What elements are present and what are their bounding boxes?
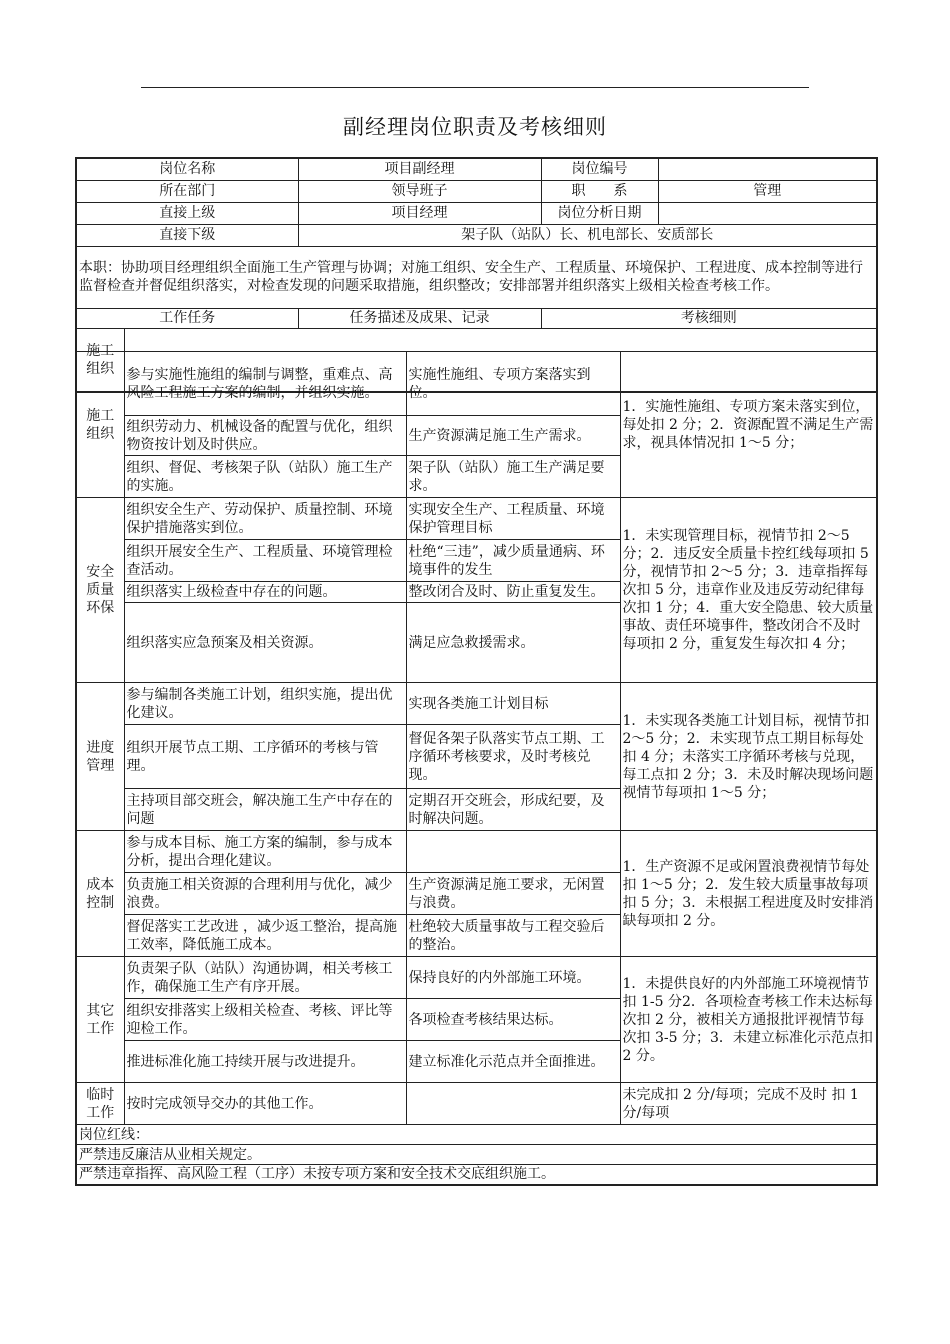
desc-cell: 定期召开交班会，形成纪要，及时解决问题。 [406, 789, 620, 831]
label-series: 职 系 [541, 180, 658, 202]
section-other: 其它 工作 [76, 957, 124, 1083]
table-row [76, 498, 877, 540]
desc-cell: 实现安全生产、工程质量、环境保护管理目标 [406, 498, 620, 540]
superior: 项目经理 [298, 202, 541, 224]
position-name: 项目副经理 [298, 158, 541, 180]
table-row [76, 1083, 877, 1125]
task-cell: 组织安全生产、劳动保护、质量控制、环境保护措施落实到位。 [124, 498, 406, 540]
section-construction: 施工 组织 [76, 352, 124, 498]
redline-label: 岗位红线： [76, 1125, 877, 1145]
task-cell: 推进标准化施工持续开展与改进提升。 [124, 1041, 406, 1083]
desc-cell: 保持良好的内外部施工环境。 [406, 957, 620, 999]
task-cell: 参与编制各类施工计划，组织实施，提出优化建议。 [124, 683, 406, 725]
subordinate: 架子队（站队）长、机电部长、安质部长 [298, 224, 877, 246]
task-cell: 按时完成领导交办的其他工作。 [124, 1083, 406, 1125]
header-assess: 考核细则 [541, 308, 877, 328]
table-row [76, 957, 877, 999]
section-name-construction: 施工 组织 [76, 328, 124, 392]
label-position-name: 岗位名称 [76, 158, 298, 180]
task-cell: 组织开展安全生产、工程质量、环境管理检查活动。 [124, 540, 406, 582]
redline-item: 严禁违章指挥、高风险工程（工序）未按专项方案和安全技术交底组织施工。 [76, 1165, 877, 1185]
label-subordinate: 直接下级 [76, 224, 298, 246]
info-row-dept [76, 180, 877, 202]
section-safety: 安全 质量 环保 [76, 498, 124, 683]
responsibility-table [75, 351, 878, 1186]
task-cell: 负责架子队（站队）沟通协调，相关考核工作，确保施工生产有序开展。 [124, 957, 406, 999]
label-analysis-date: 岗位分析日期 [541, 202, 658, 224]
redline-row [76, 1165, 877, 1185]
column-header-row [76, 308, 877, 328]
desc-cell: 各项检查考核结果达标。 [406, 999, 620, 1041]
task-cell: 参与成本目标、施工方案的编制，参与成本分析，提出合理化建议。 [124, 831, 406, 873]
section-temporary: 临时 工作 [76, 1083, 124, 1125]
desc-cell: 建立标准化示范点并全面推进。 [406, 1041, 620, 1083]
info-row-name [76, 158, 877, 180]
redline-item: 严禁违反廉洁从业相关规定。 [76, 1145, 877, 1165]
desc-cell: 实施性施组、专项方案落实到位。 [406, 352, 620, 416]
desc-cell: 实现各类施工计划目标 [406, 683, 620, 725]
document-title: 副经理岗位职责及考核细则 [343, 115, 607, 139]
desc-cell: 生产资源满足施工生产需求。 [406, 416, 620, 456]
analysis-date [658, 202, 877, 224]
assess-cell: 1．生产资源不足或闲置浪费视情节每处扣 1～5 分；2．发生较大质量事故每项扣 5 分；3．未根据工程进度及时安排消缺每项扣 2 分。 [620, 831, 877, 957]
header-task: 工作任务 [76, 308, 298, 328]
task-cell: 组织落实上级检查中存在的问题。 [124, 582, 406, 603]
task-cell: 组织开展节点工期、工序循环的考核与管理。 [124, 725, 406, 789]
assess-cell: 未完成扣 2 分/每项；完成不及时 扣 1 分/每项 [620, 1083, 877, 1125]
redline-row [76, 1145, 877, 1165]
desc-cell [406, 831, 620, 873]
series: 管理 [658, 180, 877, 202]
task-cell: 督促落实工艺改进 ，减少返工整治，提高施工效率，降低施工成本。 [124, 915, 406, 957]
header-desc: 任务描述及成果、记录 [298, 308, 541, 328]
position-code [658, 158, 877, 180]
task-cell: 组织劳动力、机械设备的配置与优化，组织物资按计划及时供应。 [124, 416, 406, 456]
task-cell: 组织落实应急预案及相关资源。 [124, 603, 406, 683]
label-department: 所在部门 [76, 180, 298, 202]
redline-label-row [76, 1125, 877, 1145]
assess-cell: 1．未实现管理目标，视情节扣 2～5 分；2．违反安全质量卡控红线每项扣 5 分，视情节扣 2～5 分；3．违章指挥每次扣 5 分，违章作业及违反劳动纪律每次扣 1 分；4．重大安全隐患、较大质量事故、责任环境事件，整改闭合不及时每项扣 2 分，重复发生每次扣 4 分； [620, 498, 877, 683]
desc-cell: 架子队（站队）施工生产满足要求。 [406, 456, 620, 498]
assess-cell: 1．实施性施组、专项方案未落实到位，每处扣 2 分；2．资源配置不满足生产需求，视具体情况扣 1～5 分； [620, 352, 877, 498]
section-schedule: 进度 管理 [76, 683, 124, 831]
desc-cell: 满足应急救援需求。 [406, 603, 620, 683]
task-cell: 组织、督促、考核架子队（站队）施工生产的实施。 [124, 456, 406, 498]
desc-cell [406, 1083, 620, 1125]
label-position-code: 岗位编号 [541, 158, 658, 180]
desc-cell: 杜绝较大质量事故与工程交验后的整治。 [406, 915, 620, 957]
task-cell: 主持项目部交班会，解决施工生产中存在的问题 [124, 789, 406, 831]
assess-cell: 1．未提供良好的内外部施工环境视情节扣 1-5 分2．各项检查考核工作未达标每次扣 2 分，被相关方通报批评视情节每次扣 3-5 分；3．未建立标准化示范点扣 2 分。 [620, 957, 877, 1083]
task-cell: 负责施工相关资源的合理利用与优化，减少浪费。 [124, 873, 406, 915]
table-row [76, 683, 877, 725]
section-cost: 成本 控制 [76, 831, 124, 957]
task-cell: 组织安排落实上级相关检查、考核、评比等迎检工作。 [124, 999, 406, 1041]
info-row-superior [76, 202, 877, 224]
info-row-subordinate [76, 224, 877, 246]
desc-cell: 杜绝“三违”，减少质量通病、环境事件的发生 [406, 540, 620, 582]
task-cell: 参与实施性施组的编制与调整，重难点、高风险工程施工方案的编制，并组织实施。 [124, 352, 406, 416]
desc-cell: 整改闭合及时、防止重复发生。 [406, 582, 620, 603]
table-row [76, 352, 877, 416]
desc-cell: 生产资源满足施工要求，无闲置与浪费。 [406, 873, 620, 915]
duty-text: 本职：协助项目经理组织全面施工生产管理与协调；对施工组织、安全生产、工程质量、环境保护、工程进度、成本控制等进行监督检查并督促组织落实，对检查发现的问题采取措施，组织整改；安排部署并组织落实上级相关检查考核工作。 [76, 246, 877, 308]
header-rule [141, 87, 809, 88]
label-superior: 直接上级 [76, 202, 298, 224]
duty-row [76, 246, 877, 308]
assess-cell: 1．未实现各类施工计划目标，视情节扣 2～5 分；2．未实现节点工期目标每处扣 4 分；未落实工序循环考核与兑现，每工点扣 2 分；3．未及时解决现场问题视情节每项扣 1～5 分； [620, 683, 877, 831]
department: 领导班子 [298, 180, 541, 202]
desc-cell: 督促各架子队落实节点工期、工序循环考核要求，及时考核兑现。 [406, 725, 620, 789]
table-row [76, 831, 877, 873]
